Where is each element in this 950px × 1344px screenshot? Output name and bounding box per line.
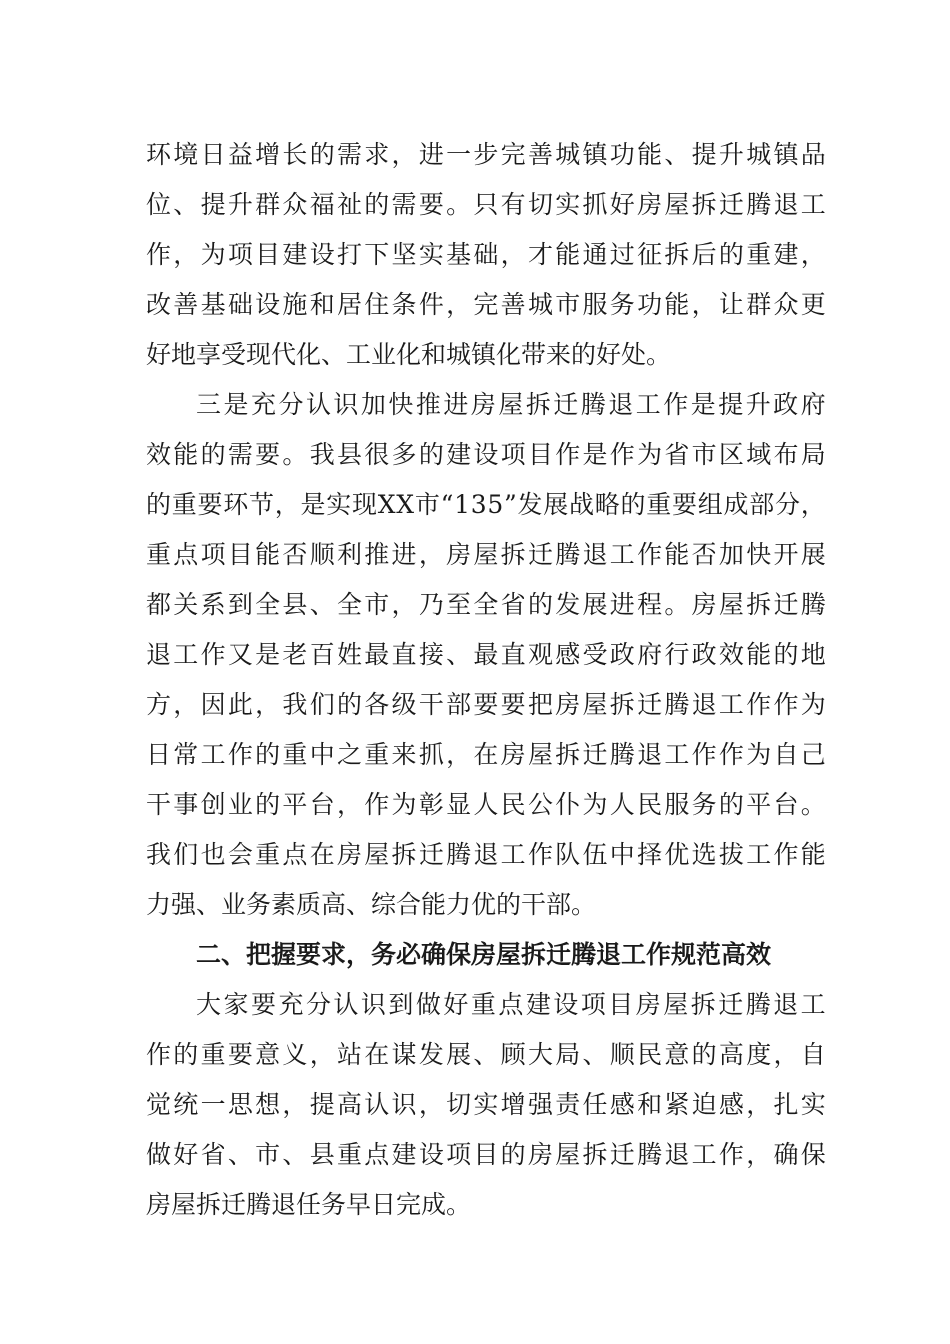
- paragraph-line: 重 点 项 目 能 否 顺 利 推 进 ， 房 屋 拆 迁 腾 退 工 作 能 否 加 快 开 展: [146, 540, 826, 569]
- paragraph-line: 干 事 创 业 的 平 台 ， 作 为 彰 显 人 民 公 仆 为 人 民 服 务 的 平 台 。: [146, 790, 826, 819]
- paragraph-line: 房屋拆迁腾退任务早日完成。: [146, 1190, 472, 1219]
- document-body: [146, 130, 826, 1230]
- paragraph-line: 日 常 工 作 的 重 中 之 重 来 抓 ， 在 房 屋 拆 迁 腾 退 工 作 作 为 自 己: [146, 740, 826, 769]
- paragraph-line: 做 好 省 、 市 、 县 重 点 建 设 项 目 的 房 屋 拆 迁 腾 退 工 作 ， 确 保: [146, 1140, 826, 1169]
- paragraph-line: 作 ， 为 项 目 建 设 打 下 坚 实 基 础 ， 才 能 通 过 征 拆 后 的 重 建 ，: [146, 240, 826, 269]
- paragraph-line: 的 重 要 环 节 ， 是 实 现 X X 市 “ 1 3 5 ” 发 展 战 略 的 重 要 组 成 部 分 ，: [146, 490, 826, 519]
- paragraph-line: 我 们 也 会 重 点 在 房 屋 拆 迁 腾 退 工 作 队 伍 中 择 优 选 拔 工 作 能: [146, 840, 826, 869]
- paragraph-line: 改 善 基 础 设 施 和 居 住 条 件 ， 完 善 城 市 服 务 功 能 ， 让 群 众 更: [146, 290, 826, 319]
- paragraph-line: 大 家 要 充 分 认 识 到 做 好 重 点 建 设 项 目 房 屋 拆 迁 腾 退 工: [196, 990, 826, 1019]
- paragraph-line: 三 是 充 分 认 识 加 快 推 进 房 屋 拆 迁 腾 退 工 作 是 提 升 政 府: [196, 390, 826, 419]
- paragraph-line: 都 关 系 到 全 县 、 全 市 ， 乃 至 全 省 的 发 展 进 程 。 房 屋 拆 迁 腾: [146, 590, 826, 619]
- paragraph-line: 觉 统 一 思 想 ， 提 高 认 识 ， 切 实 增 强 责 任 感 和 紧 迫 感 ， 扎 实: [146, 1090, 826, 1119]
- paragraph-line: 方 ， 因 此 ， 我 们 的 各 级 干 部 要 要 把 房 屋 拆 迁 腾 退 工 作 作 为: [146, 690, 826, 719]
- paragraph-line: 位 、 提 升 群 众 福 祉 的 需 要 。 只 有 切 实 抓 好 房 屋 拆 迁 腾 退 工: [146, 190, 826, 219]
- paragraph-line: 退 工 作 又 是 老 百 姓 最 直 接 、 最 直 观 感 受 政 府 行 政 效 能 的 地: [146, 640, 826, 669]
- section-heading: 二、把握要求，务必确保房屋拆迁腾退工作规范高效: [196, 940, 772, 969]
- paragraph-line: 环 境 日 益 增 长 的 需 求 ， 进 一 步 完 善 城 镇 功 能 、 提 升 城 镇 品: [146, 140, 826, 169]
- paragraph-line: 效 能 的 需 要 。 我 县 很 多 的 建 设 项 目 作 是 作 为 省 市 区 域 布 局: [146, 440, 826, 469]
- paragraph-line: 好地享受现代化、工业化和城镇化带来的好处。: [146, 340, 672, 369]
- paragraph-line: 作 的 重 要 意 义 ， 站 在 谋 发 展 、 顾 大 局 、 顺 民 意 的 高 度 ， 自: [146, 1040, 826, 1069]
- paragraph-line: 力强、业务素质高、综合能力优的干部。: [146, 890, 597, 919]
